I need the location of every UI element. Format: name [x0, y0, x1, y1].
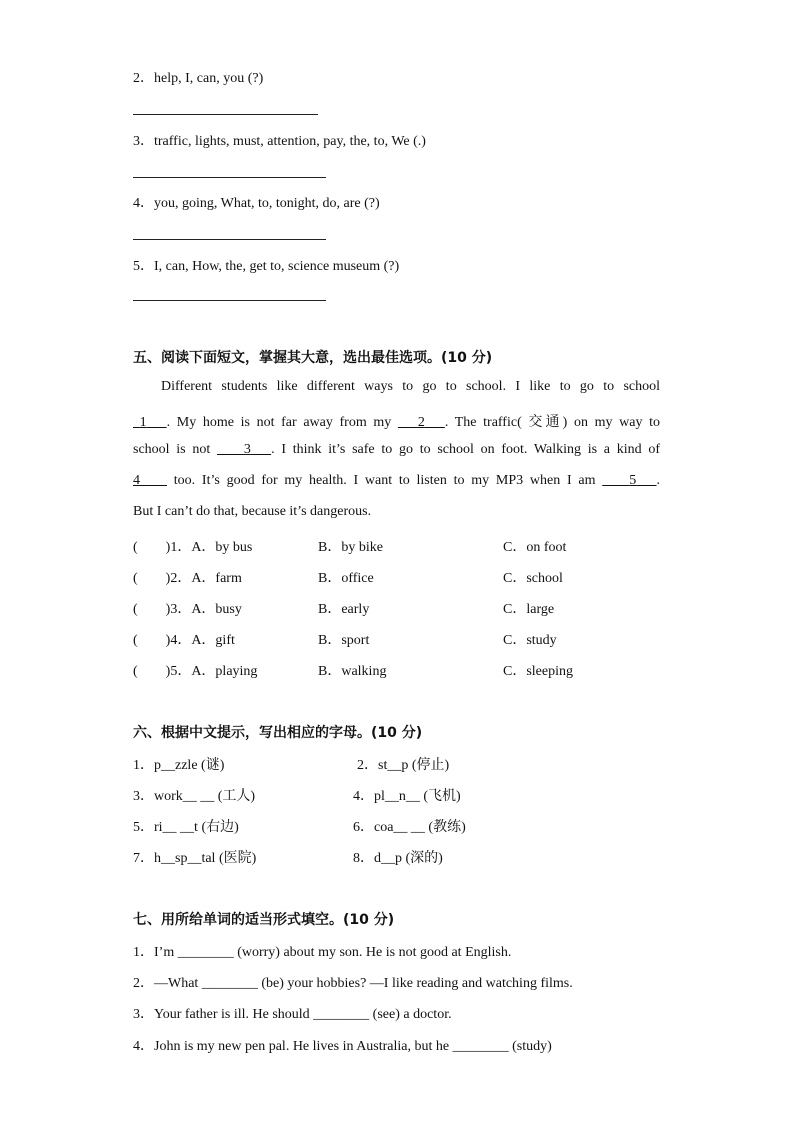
- blank-1[interactable]: 1: [139, 415, 147, 430]
- s6-item-7: 7．h__sp__tal (医院): [133, 851, 257, 866]
- section-5-title: 五、阅读下面短文，掌握其大意，选出最佳选项。(10 分): [133, 350, 493, 366]
- section-7-title: 七、用所给单词的适当形式填空。(10 分): [133, 912, 395, 928]
- blank-4[interactable]: 4: [133, 473, 140, 488]
- q3-option-a: ( )3．A．busy: [133, 602, 242, 617]
- s6-item-2: 2．st__p (停止): [357, 758, 450, 773]
- q5-option-b: B．walking: [318, 664, 387, 679]
- s6-item-1: 1．p__zzle (谜): [133, 758, 225, 773]
- blank-5[interactable]: 5: [629, 473, 637, 488]
- section-6-title: 六、根据中文提示，写出相应的字母。(10 分): [133, 725, 423, 741]
- q1-option-a: ( )1．A．by bus: [133, 540, 253, 555]
- q4-option-c: C．study: [503, 633, 557, 648]
- q1-option-c: C．on foot: [503, 540, 567, 555]
- s6-item-6: 6．coa__ __ (教练): [353, 820, 466, 835]
- s4-item-2: 2．help, I, can, you (?): [133, 71, 264, 86]
- blank-2[interactable]: 2: [417, 415, 425, 430]
- passage-line-1: Different students like different ways to go to school. I like to go to school: [161, 379, 660, 394]
- passage-line-5: But I can’t do that, because it’s dangerous.: [133, 504, 372, 519]
- passage-line-4: 4 too. It’s good for my health. I want to listen to my MP3 when I am 5 .: [133, 473, 661, 488]
- s6-item-8: 8．d__p (深的): [353, 851, 443, 866]
- s7-item-4: 4．John is my new pen pal. He lives in Australia, but he ________ (study): [133, 1039, 552, 1054]
- s6-item-4: 4．pl__n__ (飞机): [353, 789, 461, 804]
- q1-option-b: B．by bike: [318, 540, 383, 555]
- s7-item-3: 3．Your father is ill. He should ________ (see) a doctor.: [133, 1007, 452, 1022]
- q5-option-c: C．sleeping: [503, 664, 573, 679]
- s4-item-5: 5．I, can, How, the, get to, science museum (?): [133, 259, 400, 274]
- q2-option-a: ( )2．A．farm: [133, 571, 242, 586]
- answer-line-4[interactable]: [133, 239, 326, 240]
- passage-line-2: 1 . My home is not far away from my 2 . The traffic( 交通) on my way to: [133, 411, 660, 431]
- s7-item-2: 2．—What ________ (be) your hobbies? —I like reading and watching films.: [133, 976, 573, 991]
- q3-option-c: C．large: [503, 602, 555, 617]
- q2-option-c: C．school: [503, 571, 563, 586]
- q5-option-a: ( )5．A．playing: [133, 664, 258, 679]
- s7-item-1: 1．I’m ________ (worry) about my son. He is not good at English.: [133, 945, 512, 960]
- s6-item-3: 3．work__ __ (工人): [133, 789, 256, 804]
- passage-line-3: school is not 3 . I think it’s safe to go to school on foot. Walking is a kind of: [133, 442, 661, 457]
- q4-option-b: B．sport: [318, 633, 370, 648]
- q3-option-b: B．early: [318, 602, 370, 617]
- answer-line-3[interactable]: [133, 177, 326, 178]
- answer-line-2[interactable]: [133, 114, 318, 115]
- s6-item-5: 5．ri__ __t (右边): [133, 820, 239, 835]
- answer-line-5[interactable]: [133, 300, 326, 301]
- q4-option-a: ( )4．A．gift: [133, 633, 235, 648]
- s4-item-3: 3．traffic, lights, must, attention, pay, the, to, We (.): [133, 134, 426, 149]
- s4-item-4: 4．you, going, What, to, tonight, do, are (?): [133, 196, 380, 211]
- q2-option-b: B．office: [318, 571, 374, 586]
- blank-3[interactable]: 3: [243, 442, 251, 457]
